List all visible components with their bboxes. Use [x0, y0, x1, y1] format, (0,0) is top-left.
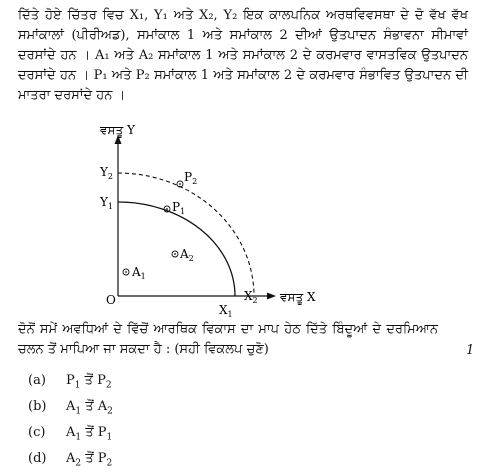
y-axis-label: ਵਸਤੂ Y — [100, 123, 135, 137]
marks: 1 — [466, 343, 475, 358]
label-p1: $P_1$ — [172, 200, 186, 216]
label-a2: $A_2$ — [180, 247, 194, 263]
ppc-diagram — [80, 118, 340, 318]
option-d-label: (d) — [28, 451, 47, 466]
label-x2: $X_2$ — [244, 289, 258, 305]
option-d[interactable]: (d) $A_2$ ਤੋਂ $P_2$ — [28, 451, 113, 469]
question-passage: ਦਿੱਤੇ ਹੋਏ ਚਿੱਤਰ ਵਿਚ X₁, Y₁ ਅਤੇ X₂, Y₂ ਇਕ ਕਾਲਪਨਿਕ ਅਰਥਵਿਵਸਥਾ ਦੇ ਦੋ ਵੱਖ ਵੱਖ ਸਮਾਂਕਾਲਾਂ (ਪੀਰੀਅਡ), ਸਮਾਂਕਾਲ 1 ਅਤੇ ਸਮਾਂਕਾਲ 2 ਦੀਆਂ ਉਤਪਾਦਨ ਸੰਭਾਵਨਾ ਸੀਮਾਵਾਂ ਦਰਸਾਂਦੇ ਹਨ । A₁ ਅਤੇ A₂ ਸਮਾਂਕਾਲ 1 ਅਤੇ ਸਮਾਂਕਾਲ 2 ਦੇ ਕਰਮਵਾਰ ਵਾਸਤਵਿਕ ਉਤਪਾਦਨ ਦਰਸਾਂਦੇ ਹਨ । P₁ ਅਤੇ P₂ ਸਮਾਂਕਾਲ 1 ਅਤੇ ਸਮਾਂਕਾਲ 2 ਦੇ ਕਰਮਵਾਰ ਸੰਭਾਵਿਤ ਉਤਪਾਦਨ ਦੀ ਮਾਤਰਾ ਦਰਸਾਂਦੇ ਹਨ । — [18, 8, 468, 103]
option-a-label: (a) — [28, 373, 46, 388]
ppc-period-1 — [118, 202, 235, 296]
option-b-label: (b) — [28, 399, 47, 414]
label-x1: $X_1$ — [219, 303, 233, 318]
origin-label: O — [106, 293, 116, 307]
point-a2 — [172, 251, 178, 257]
x-axis-label: ਵਸਤੂ X — [280, 290, 316, 304]
label-p2: $P_2$ — [184, 170, 198, 186]
label-a1: $A_1$ — [132, 265, 146, 281]
label-y1: $Y_1$ — [100, 195, 114, 211]
label-y2: $Y_2$ — [100, 165, 114, 181]
option-a[interactable]: (a) $P_1$ ਤੋਂ $P_2$ — [28, 373, 112, 391]
question-stem: ਦੋਨੋਂ ਸਮੇਂ ਅਵਧਿਆਂ ਦੇ ਵਿੱਚੋਂ ਆਰਥਿਕ ਵਿਕਾਸ ਦਾ ਮਾਪ ਹੇਠ ਦਿੱਤੇ ਬਿੰਦੂਆਂ ਦੇ ਦਰਮਿਆਨ ਚਲਨ ਤੋਂ ਮਾਪਿਆ ਜਾ ਸਕਦਾ ਹੈ : (ਸਹੀ ਵਿਕਲਪ ਚੁਣੋ) — [18, 322, 438, 357]
option-c[interactable]: (c) $A_1$ ਤੋਂ $P_1$ — [28, 425, 113, 443]
x-axis-arrow — [267, 293, 276, 300]
option-b[interactable]: (b) $A_1$ ਤੋਂ $A_2$ — [28, 399, 113, 417]
point-a1 — [123, 269, 129, 275]
option-c-label: (c) — [28, 425, 46, 440]
